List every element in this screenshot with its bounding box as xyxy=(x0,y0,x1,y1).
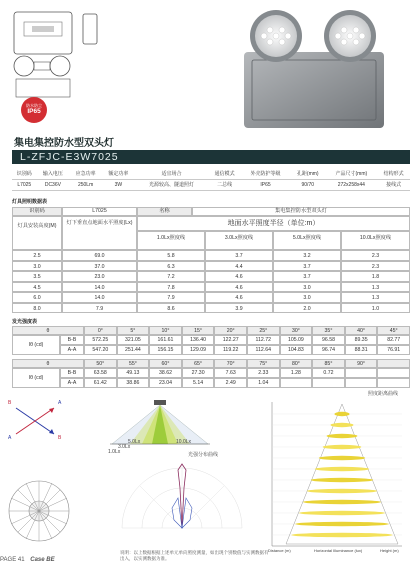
aa-value: 104.83 xyxy=(280,345,313,355)
spec-value-row xyxy=(12,179,410,190)
sub-header: 5.0Lx照度线 xyxy=(273,231,341,250)
code-value: L7025 xyxy=(62,207,137,216)
aa-label: A-A xyxy=(60,345,84,355)
row-value: 1.3 xyxy=(341,292,410,303)
angle-header: 60° xyxy=(149,359,182,368)
bb-value: 572.25 xyxy=(84,335,117,345)
bb-value: 0.72 xyxy=(312,368,345,378)
bb-value: 122.27 xyxy=(214,335,247,345)
aa-value: 5.14 xyxy=(182,378,215,388)
row-height: 3.5 xyxy=(12,271,62,282)
product-side-drawing xyxy=(80,10,102,50)
direction-diagram xyxy=(8,400,64,442)
product-outline-drawing xyxy=(10,4,85,109)
cone-xlabel-right: Height (m) xyxy=(380,548,399,553)
row-value: 7.9 xyxy=(137,292,205,303)
aa-value: 61.42 xyxy=(84,378,117,388)
radius-header: 地面水平照度半径（单位:m） xyxy=(137,216,410,231)
row-value: 4.6 xyxy=(205,282,273,293)
aa-value: 88.31 xyxy=(345,345,378,355)
aa-value: 251.44 xyxy=(117,345,150,355)
bb-value: 161.61 xyxy=(149,335,182,345)
illuminance-ring xyxy=(334,412,349,416)
aa-value: 129.09 xyxy=(182,345,215,355)
angle-header: 85° xyxy=(312,359,345,368)
theta-label: θ xyxy=(12,359,84,368)
row-value: 7.8 xyxy=(137,282,205,293)
row-height: 2.5 xyxy=(12,250,62,261)
angle-header: 45° xyxy=(377,326,410,335)
polar-title: 光强分布曲线 xyxy=(188,452,219,458)
angle-header xyxy=(377,359,410,368)
angle-header: 50° xyxy=(84,359,117,368)
row-value: 1.3 xyxy=(341,282,410,293)
aa-value xyxy=(312,378,345,388)
illum-section-title: 灯具照明数据表 xyxy=(12,199,48,205)
bb-value: 2.33 xyxy=(247,368,280,378)
spec-table xyxy=(12,168,410,191)
model-bar xyxy=(12,150,410,164)
row-value: 3.7 xyxy=(273,261,341,272)
row-value: 3.0 xyxy=(273,292,341,303)
angle-header: 40° xyxy=(345,326,378,335)
illum-table xyxy=(12,207,410,314)
row-value: 2.3 xyxy=(341,261,410,272)
spec-value: 272x258x44 xyxy=(325,179,377,190)
intensity-table xyxy=(12,326,410,390)
bb-value: 1.28 xyxy=(280,368,313,378)
angle-header: 75° xyxy=(247,359,280,368)
cone-title: 照度距离曲线 xyxy=(368,391,399,397)
bb-value: 82.77 xyxy=(377,335,410,345)
bb-value: 38.62 xyxy=(149,368,182,378)
angle-header: 70° xyxy=(214,359,247,368)
aa-value xyxy=(377,378,410,388)
polar-distribution-chart xyxy=(112,458,252,558)
illuminance-ring xyxy=(315,467,369,471)
aa-value: 156.15 xyxy=(149,345,182,355)
spec-header: 外壳防护等级 xyxy=(241,168,290,179)
row-value: 3.7 xyxy=(273,271,341,282)
iv-label: Iθ (cd) xyxy=(12,335,60,355)
spec-header: 孔距(mm) xyxy=(290,168,325,179)
illuminance-ring xyxy=(319,456,366,460)
page-footer xyxy=(0,557,55,563)
row-value: 7.2 xyxy=(137,271,205,282)
bb-value: 49.13 xyxy=(117,368,150,378)
aa-value: 2.49 xyxy=(214,378,247,388)
angle-header: 30° xyxy=(280,326,313,335)
brand-name: Case BE xyxy=(30,557,55,563)
aa-label: A-A xyxy=(60,378,84,388)
sub-header: 3.0Lx照度线 xyxy=(205,231,273,250)
angle-header: 80° xyxy=(280,359,313,368)
row-value: 1.8 xyxy=(341,271,410,282)
aa-value: 1.04 xyxy=(247,378,280,388)
spec-header: 产品尺寸(mm) xyxy=(325,168,377,179)
beam-label: 3.0Lx xyxy=(118,444,131,450)
spec-value: 光源较高、隧道照灯 xyxy=(135,179,209,190)
row-value: 3.0 xyxy=(273,282,341,293)
spec-value: 接线式 xyxy=(377,179,410,190)
spec-header: 应急功率 xyxy=(69,168,102,179)
row-value: 1.0 xyxy=(341,303,410,314)
row-height: 4.5 xyxy=(12,282,62,293)
spec-value: 90/70 xyxy=(290,179,325,190)
page-number: PAGE 41 xyxy=(0,557,25,563)
product-photo xyxy=(226,4,396,132)
illuminance-ring xyxy=(307,489,377,493)
spec-header: 适宜场合 xyxy=(135,168,209,179)
row-height: 8.0 xyxy=(12,303,62,314)
illuminance-ring xyxy=(311,478,373,482)
row-value: 3.2 xyxy=(273,250,341,261)
spec-value: 3W xyxy=(102,179,135,190)
aa-value: 76.91 xyxy=(377,345,410,355)
cone-xlabel-left: Distance (m) xyxy=(268,548,291,553)
angle-header: 20° xyxy=(214,326,247,335)
row-height: 6.0 xyxy=(12,292,62,303)
angle-header: 5° xyxy=(117,326,150,335)
bb-value xyxy=(377,368,410,378)
angle-header: 25° xyxy=(247,326,280,335)
aa-value xyxy=(280,378,313,388)
spec-header: 识别码 xyxy=(12,168,37,179)
spec-header: 通信模式 xyxy=(208,168,241,179)
angle-header: 35° xyxy=(312,326,345,335)
angle-header: 10° xyxy=(149,326,182,335)
name-value: 集电集控防水型双头灯 xyxy=(192,207,410,216)
aa-value: 547.20 xyxy=(84,345,117,355)
vertical-illum-header: 灯下垂直点地面水平照度(Lx) xyxy=(62,216,137,250)
bb-value: 63.58 xyxy=(84,368,117,378)
aa-value: 96.74 xyxy=(312,345,345,355)
theta-label: θ xyxy=(12,326,84,335)
beam-label: 10.0Lx xyxy=(176,439,192,445)
height-header: 灯具安装高度(M) xyxy=(12,216,62,250)
bb-value xyxy=(345,368,378,378)
row-value: 2.0 xyxy=(273,303,341,314)
bb-value: 112.72 xyxy=(247,335,280,345)
spec-value: 250Lm xyxy=(69,179,102,190)
model-number: L-ZFJC-E3W7025 xyxy=(20,151,119,163)
spec-value: 二总线 xyxy=(208,179,241,190)
illuminance-ring xyxy=(303,500,381,504)
row-value: 14.0 xyxy=(62,282,137,293)
bb-label: B-B xyxy=(60,368,84,378)
name-label: 名称 xyxy=(137,207,192,216)
spec-header: 输入电压 xyxy=(37,168,70,179)
aa-value: 112.64 xyxy=(247,345,280,355)
spec-header-row xyxy=(12,168,410,179)
axis-a-label-1: A xyxy=(58,400,62,406)
cone-illuminance-chart xyxy=(262,398,412,554)
axis-a-label-2: A xyxy=(8,435,12,441)
row-value: 4.6 xyxy=(205,292,273,303)
angle-header: 0° xyxy=(84,326,117,335)
spec-value: L7025 xyxy=(12,179,37,190)
angle-header: 55° xyxy=(117,359,150,368)
row-value: 7.9 xyxy=(62,303,137,314)
spec-value: DC36V xyxy=(37,179,70,190)
row-value: 37.0 xyxy=(62,261,137,272)
axis-b-label-2: B xyxy=(58,435,62,441)
bb-value: 136.40 xyxy=(182,335,215,345)
bb-value: 96.58 xyxy=(312,335,345,345)
code-label: 识别码 xyxy=(12,207,62,216)
bb-value: 7.63 xyxy=(214,368,247,378)
row-value: 23.0 xyxy=(62,271,137,282)
aa-value xyxy=(345,378,378,388)
angle-header: 15° xyxy=(182,326,215,335)
row-value: 3.9 xyxy=(205,303,273,314)
illuminance-ring xyxy=(323,445,362,449)
spec-header: 额定功率 xyxy=(102,168,135,179)
row-value: 3.7 xyxy=(205,250,273,261)
row-value: 5.8 xyxy=(137,250,205,261)
row-value: 69.0 xyxy=(62,250,137,261)
radial-compass-diagram xyxy=(6,478,72,544)
row-value: 2.3 xyxy=(341,250,410,261)
illuminance-ring xyxy=(299,511,385,515)
angle-header: 90° xyxy=(345,359,378,368)
illuminance-ring xyxy=(327,434,358,438)
row-value: 6.3 xyxy=(137,261,205,272)
intensity-section-title: 发光强度表 xyxy=(12,319,38,325)
aa-value: 23.04 xyxy=(149,378,182,388)
aa-value: 38.86 xyxy=(117,378,150,388)
axis-b-label-1: B xyxy=(8,400,12,406)
row-value: 8.6 xyxy=(137,303,205,314)
cone-xlabel-mid: Horizontal Illuminance (lux) xyxy=(314,548,363,553)
beam-spread-diagram xyxy=(108,398,210,455)
angle-header: 65° xyxy=(182,359,215,368)
bb-label: B-B xyxy=(60,335,84,345)
row-height: 3.0 xyxy=(12,261,62,272)
aa-value: 119.22 xyxy=(214,345,247,355)
illuminance-ring xyxy=(295,522,389,526)
spec-value: IP65 xyxy=(241,179,290,190)
spec-header: 结构形式 xyxy=(377,168,410,179)
row-value: 4.6 xyxy=(205,271,273,282)
iv-label: Iθ (cd) xyxy=(12,368,60,388)
bb-value: 321.05 xyxy=(117,335,150,345)
row-value: 14.0 xyxy=(62,292,137,303)
ip65-badge: 防水防尘 IP65 xyxy=(21,97,47,123)
illuminance-ring xyxy=(291,533,393,537)
bb-value: 27.30 xyxy=(182,368,215,378)
row-value: 4.4 xyxy=(205,261,273,272)
illuminance-ring xyxy=(331,423,354,427)
bb-value: 105.09 xyxy=(280,335,313,345)
sub-header: 1.0Lx照度线 xyxy=(137,231,205,250)
sub-header: 10.0Lx照度线 xyxy=(341,231,410,250)
beam-label: 1.0Lx xyxy=(108,449,121,455)
bb-value: 89.35 xyxy=(345,335,378,345)
footnote: 说明：以上数据根据上述单元单向照度测量，如出现个别数值与实测数据有出入，以实测数据为准。 xyxy=(120,550,269,561)
product-title: 集电集控防水型双头灯 xyxy=(14,138,114,149)
beam-label: 5.0Lx xyxy=(128,439,141,445)
